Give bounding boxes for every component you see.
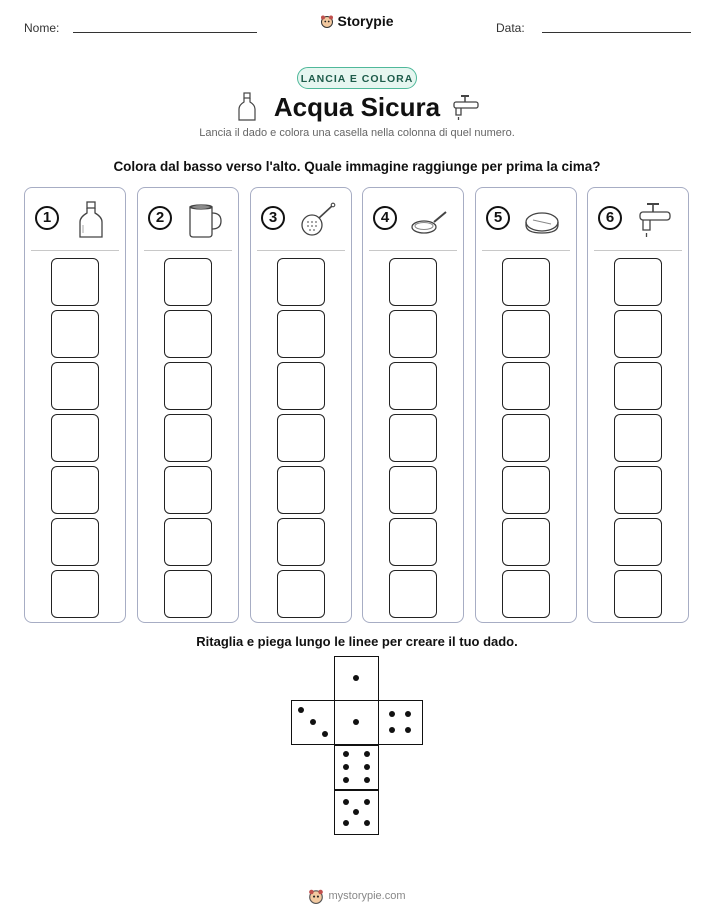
activity-badge: LANCIA E COLORA	[297, 67, 417, 89]
dice-face	[334, 745, 379, 790]
column-divider	[257, 250, 345, 251]
dice-face	[291, 700, 336, 745]
dice-pip	[389, 727, 395, 733]
dice-pip	[353, 809, 359, 815]
column-6	[587, 187, 689, 623]
dice-face	[378, 700, 423, 745]
column-4	[362, 187, 464, 623]
dice-pip	[405, 711, 411, 717]
cut-instruction: Ritaglia e piega lungo le linee per creare il tuo dado.	[196, 634, 518, 649]
column-number: 4	[373, 206, 397, 230]
column-number: 1	[35, 206, 59, 230]
color-box[interactable]	[164, 414, 212, 462]
color-box[interactable]	[164, 362, 212, 410]
column-5	[475, 187, 577, 623]
color-box[interactable]	[502, 258, 550, 306]
color-box[interactable]	[277, 466, 325, 514]
color-box[interactable]	[502, 310, 550, 358]
color-box[interactable]	[164, 466, 212, 514]
color-box[interactable]	[51, 518, 99, 566]
color-box[interactable]	[614, 570, 662, 618]
column-3	[250, 187, 352, 623]
color-box[interactable]	[277, 362, 325, 410]
date-line[interactable]	[542, 32, 691, 33]
column-number: 2	[148, 206, 172, 230]
dice-pip	[343, 799, 349, 805]
brand-name: Storypie	[337, 13, 394, 29]
column-number: 6	[598, 206, 622, 230]
dice-pip	[343, 820, 349, 826]
color-box[interactable]	[389, 518, 437, 566]
color-box[interactable]	[277, 518, 325, 566]
color-box[interactable]	[51, 570, 99, 618]
water-tap-icon	[452, 93, 482, 126]
dice-pip	[343, 777, 349, 783]
dice-pip	[353, 675, 359, 681]
color-box[interactable]	[502, 414, 550, 462]
color-box[interactable]	[389, 258, 437, 306]
storypie-mascot-icon	[320, 14, 334, 31]
color-box[interactable]	[164, 570, 212, 618]
dice-pip	[343, 751, 349, 757]
color-box[interactable]	[502, 362, 550, 410]
dice-pip	[298, 707, 304, 713]
color-box[interactable]	[614, 414, 662, 462]
storypie-mascot-icon	[308, 888, 324, 904]
color-box[interactable]	[614, 310, 662, 358]
pill-icon	[522, 200, 562, 240]
column-number: 5	[486, 206, 510, 230]
dice-pip	[364, 820, 370, 826]
page-title: Acqua Sicura	[273, 92, 441, 122]
footer-url[interactable]: mystorypie.com	[328, 889, 406, 902]
color-box[interactable]	[389, 570, 437, 618]
brand-logo	[0, 13, 714, 31]
color-box[interactable]	[277, 570, 325, 618]
dice-pip	[389, 711, 395, 717]
color-box[interactable]	[502, 570, 550, 618]
column-divider	[594, 250, 682, 251]
column-number: 3	[261, 206, 285, 230]
bottle-icon	[71, 200, 111, 240]
dice-pip	[322, 731, 328, 737]
color-box[interactable]	[502, 518, 550, 566]
color-box[interactable]	[614, 466, 662, 514]
color-box[interactable]	[51, 258, 99, 306]
color-box[interactable]	[51, 466, 99, 514]
color-box[interactable]	[277, 414, 325, 462]
strainer-icon	[297, 200, 337, 240]
dice-pip	[364, 799, 370, 805]
instruction: Colora dal basso verso l'alto. Quale immagine raggiunge per prima la cima?	[113, 159, 601, 174]
dice-pip	[405, 727, 411, 733]
color-box[interactable]	[614, 362, 662, 410]
color-box[interactable]	[389, 414, 437, 462]
column-divider	[144, 250, 232, 251]
name-label: Nome:	[24, 21, 60, 35]
color-box[interactable]	[51, 362, 99, 410]
dice-face	[334, 656, 379, 701]
dice-pip	[364, 764, 370, 770]
dice-face	[334, 700, 379, 745]
color-box[interactable]	[389, 466, 437, 514]
frying-pan-icon	[409, 200, 449, 240]
dice-pip	[310, 719, 316, 725]
name-line[interactable]	[73, 32, 257, 33]
color-box[interactable]	[164, 310, 212, 358]
column-1	[24, 187, 126, 623]
color-box[interactable]	[614, 518, 662, 566]
column-2	[137, 187, 239, 623]
color-box[interactable]	[277, 310, 325, 358]
column-divider	[31, 250, 119, 251]
dice-pip	[364, 777, 370, 783]
color-box[interactable]	[389, 310, 437, 358]
dice-pip	[343, 764, 349, 770]
page-subtitle: Lancia il dado e colora una casella nella colonna di quel numero.	[199, 127, 515, 139]
footer	[0, 888, 714, 904]
dice-face	[334, 790, 379, 835]
column-divider	[369, 250, 457, 251]
color-box[interactable]	[614, 258, 662, 306]
water-tap-icon	[634, 200, 674, 240]
color-box[interactable]	[51, 414, 99, 462]
dice-pip	[364, 751, 370, 757]
color-box[interactable]	[164, 518, 212, 566]
date-label: Data:	[496, 21, 525, 35]
column-divider	[482, 250, 570, 251]
mug-icon	[184, 200, 224, 240]
color-box[interactable]	[164, 258, 212, 306]
color-box[interactable]	[51, 310, 99, 358]
color-box[interactable]	[277, 258, 325, 306]
color-box[interactable]	[389, 362, 437, 410]
dice-pip	[353, 719, 359, 725]
color-box[interactable]	[502, 466, 550, 514]
